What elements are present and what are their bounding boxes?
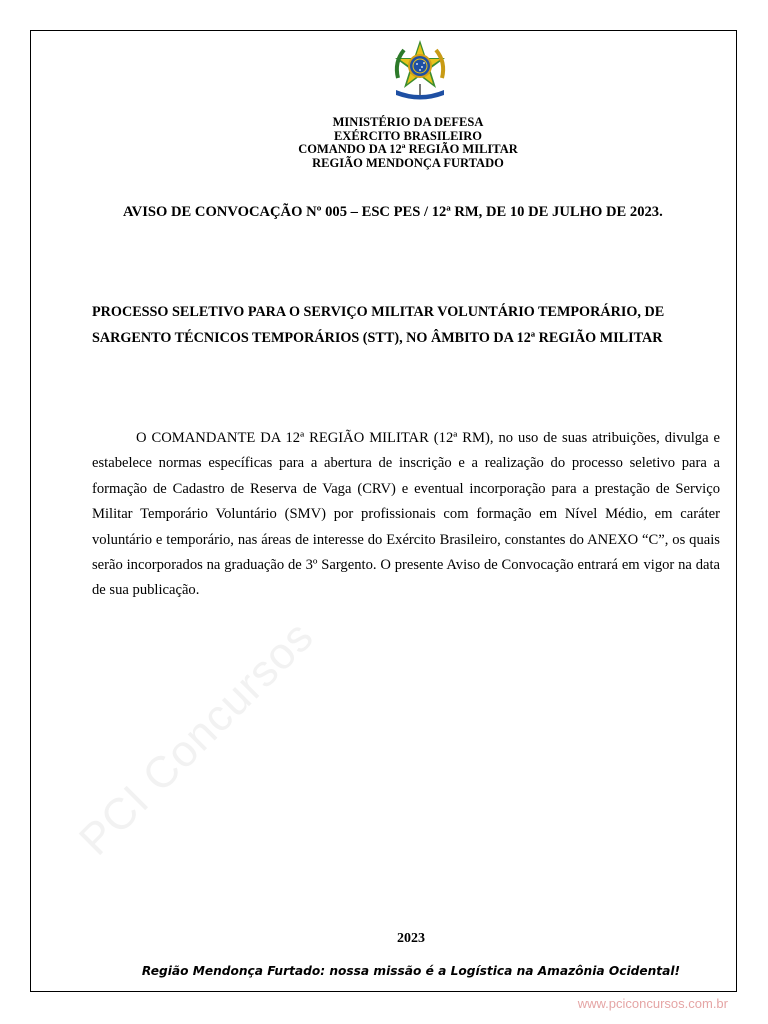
document-year: 2023 [397,931,425,946]
command-line: COMANDO DA 12ª REGIÃO MILITAR [298,142,518,156]
footer-motto: Região Mendonça Furtado: nossa missão é a Logística na Amazônia Ocidental! [141,964,681,978]
source-url[interactable]: www.pciconcursos.com.br [577,996,728,1011]
process-title-line-1: PROCESSO SELETIVO PARA O SERVIÇO MILITAR VOLUNTÁRIO TEMPORÁRIO, DE [92,304,665,320]
body-paragraph: O COMANDANTE DA 12ª REGIÃO MILITAR (12ª RM), no uso de suas atribuições, divulga e estabelece normas específicas para a abertura de inscrição e a realização do processo seletivo para a formação de Cadastro de Reserva de Vaga (CRV) e eventual incorporação para a prestação de Serviço Militar Temporário Voluntário (SMV) por profissionais com formação em Nível Médio, em caráter voluntário e temporário, nas áreas de interesse do Exército Brasileiro, constantes do ANEXO “C”, os quais serão incorporados na graduação de 3º Sargento. O presente Aviso de Convocação entrará em vigor na data de sua publicação. [92,430,720,599]
institution-heading [0,116,768,170]
region-line: REGIÃO MENDONÇA FURTADO [312,155,504,170]
watermark: PCI Concursos [70,611,324,865]
process-title [92,299,724,351]
army-line: EXÉRCITO BRASILEIRO [333,128,483,143]
coat-of-arms-icon [390,38,450,102]
process-title-line-2: SARGENTO TÉCNICOS TEMPORÁRIOS (STT), NO ÂMBITO DA 12ª REGIÃO MILITAR [92,330,663,346]
notice-title: AVISO DE CONVOCAÇÃO Nº 005 – ESC PES / 12ª RM, DE 10 DE JULHO DE 2023. [123,204,663,220]
ministry-line: MINISTÉRIO DA DEFESA [332,115,484,129]
